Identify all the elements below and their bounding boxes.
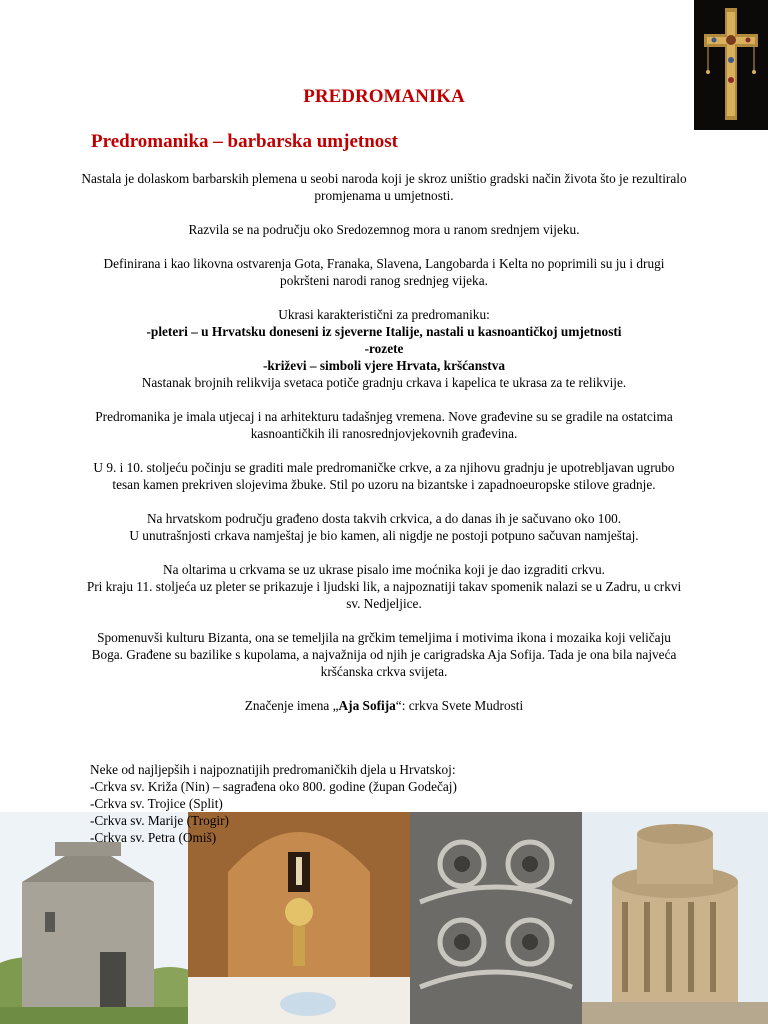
section-heading: Predromanika – barbarska umjetnost <box>91 131 399 152</box>
paragraph: Nastala je dolaskom barbarskih plemena u seobi naroda koji je skroz uništio gradski način života što je rezultiralo promjenama u umjetnosti. <box>81 171 687 203</box>
ornament-item: -križevi – simboli vjere Hrvata, kršćanstva <box>262 358 505 373</box>
list-item: -Crkva sv. Trojice (Split) <box>90 796 223 811</box>
ornament-item: -rozete <box>364 341 404 356</box>
paragraph: Definirana i kao likovna ostvarenja Gota, Franaka, Slavena, Langobarda i Kelta no poprimili su ju i drugi pokršteni narodi ranog srednjeg vijeka. <box>103 256 665 288</box>
paragraph: U unutrašnjosti crkava namještaj je bio kamen, ali nigdje ne postoji potpuno sačuvan namještaj. <box>129 528 639 543</box>
paragraph: Razvila se na području oko Sredozemnog mora u ranom srednjem vijeku. <box>188 222 580 237</box>
ornament-item: -pleteri – u Hrvatsku doneseni iz sjeverne Italije, nastali u kasnoantičkoj umjetnosti <box>146 324 622 339</box>
paragraph: U 9. i 10. stoljeću počinju se graditi male predromaničke crkve, a za njihovu gradnju je upotrebljavan ugrubo tesan kamen prekriven slojevima žbuke. Stil po uzoru na bizantske i zapadnoeuropske stilove gradnje. <box>93 460 675 492</box>
list-item: -Crkva sv. Marije (Trogir) <box>90 813 229 828</box>
body-text <box>80 170 688 731</box>
paragraph: Na hrvatskom području građeno dosta takvih crkvica, a do danas ih je sačuvano oko 100. <box>146 511 622 526</box>
works-list <box>90 761 610 846</box>
ornaments-intro: Ukrasi karakteristični za predromaniku: <box>278 307 490 322</box>
paragraph: Spomenuvši kulturu Bizanta, ona se temeljila na grčkim temeljima i motivima ikona i mozaika koji veličaju Boga. Građene su bazilike s kupolama, a najvažnija od njih je carigradska Aja Sofija. Tada je ona bila najveća kršćanska crkva svijeta. <box>91 630 677 679</box>
paragraph: Predromanika je imala utjecaj i na arhitekturu tadašnjeg vremena. Nove građevine su se gradile na ostatcima kasnoantičkih ili ranosrednjovjekovnih građevina. <box>95 409 673 441</box>
aja-sofija-meaning: Značenje imena „Aja Sofija“: crkva Svete Mudrosti <box>244 698 524 713</box>
works-list-intro: Neke od najljepših i najpoznatijih predromaničkih djela u Hrvatskoj: <box>90 762 456 777</box>
paragraph: Pri kraju 11. stoljeća uz pleter se prikazuje i ljudski lik, a najpoznatiji takav spomenik nalazi se u Zadru, u crkvi sv. Nedjeljice. <box>86 579 682 611</box>
list-item: -Crkva sv. Petra (Omiš) <box>90 830 217 845</box>
paragraph: Nastanak brojnih relikvija svetaca potiče gradnju crkava i kapelica te ukrasa za te relikvije. <box>141 375 627 390</box>
paragraph: Na oltarima u crkvama se uz ukrase pisalo ime moćnika koji je dao izgraditi crkvu. <box>163 562 605 577</box>
list-item: -Crkva sv. Križa (Nin) – sagrađena oko 800. godine (župan Godečaj) <box>90 779 457 794</box>
cross-reliquary-photo <box>694 0 768 130</box>
page-title: PREDROMANIKA <box>303 86 465 107</box>
